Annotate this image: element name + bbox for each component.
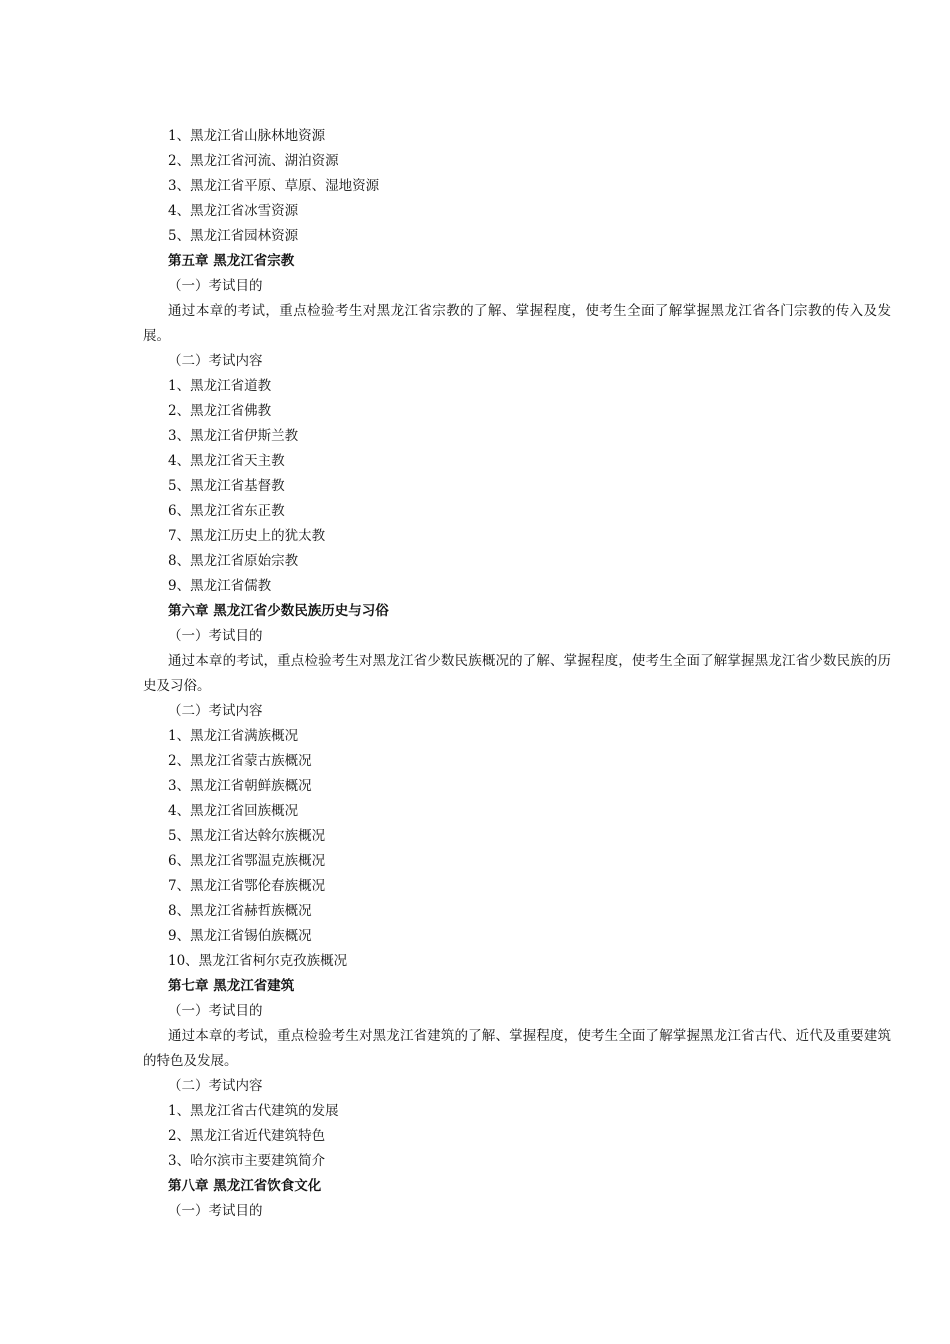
body-paragraph: 通过本章的考试，重点检验考生对黑龙江省建筑的了解、掌握程度，使考生全面了解掌握黑龙江省古代、近代及重要建筑的特色及发展。 (143, 1028, 891, 1069)
list-item: 3、黑龙江省伊斯兰教 (168, 428, 299, 444)
list-item: 3、黑龙江省朝鲜族概况 (168, 778, 312, 794)
list-item: 1、黑龙江省满族概况 (168, 728, 299, 744)
document-page (143, 124, 891, 1224)
list-item: 3、黑龙江省平原、草原、湿地资源 (168, 178, 380, 194)
list-item: 2、黑龙江省蒙古族概况 (168, 753, 312, 769)
list-item: （二）考试内容 (168, 353, 263, 369)
body-paragraph: 通过本章的考试，重点检验考生对黑龙江省宗教的了解、掌握程度，使考生全面了解掌握黑龙江省各门宗教的传入及发展。 (143, 303, 891, 344)
list-item: 5、黑龙江省基督教 (168, 478, 285, 494)
list-item: 2、黑龙江省佛教 (168, 403, 272, 419)
list-item: 5、黑龙江省园林资源 (168, 228, 299, 244)
list-item: 1、黑龙江省山脉林地资源 (168, 128, 326, 144)
list-item: 7、黑龙江省鄂伦春族概况 (168, 878, 326, 894)
list-item: 3、哈尔滨市主要建筑简介 (168, 1153, 326, 1169)
list-item: 9、黑龙江省锡伯族概况 (168, 928, 312, 944)
list-item: 1、黑龙江省道教 (168, 378, 272, 394)
list-item: （一）考试目的 (168, 1003, 263, 1019)
chapter-heading: 第七章 黑龙江省建筑 (168, 978, 295, 994)
list-item: （一）考试目的 (168, 628, 263, 644)
list-item: 4、黑龙江省天主教 (168, 453, 285, 469)
list-item: 8、黑龙江省原始宗教 (168, 553, 299, 569)
list-item: （二）考试内容 (168, 703, 263, 719)
list-item: （二）考试内容 (168, 1078, 263, 1094)
list-item: 4、黑龙江省冰雪资源 (168, 203, 299, 219)
list-item: 4、黑龙江省回族概况 (168, 803, 299, 819)
list-item: 9、黑龙江省儒教 (168, 578, 272, 594)
list-item: 1、黑龙江省古代建筑的发展 (168, 1103, 339, 1119)
list-item: （一）考试目的 (168, 1203, 263, 1219)
chapter-heading: 第六章 黑龙江省少数民族历史与习俗 (168, 603, 389, 619)
list-item: 10、黑龙江省柯尔克孜族概况 (168, 953, 348, 969)
list-item: 2、黑龙江省河流、湖泊资源 (168, 153, 339, 169)
list-item: （一）考试目的 (168, 278, 263, 294)
list-item: 2、黑龙江省近代建筑特色 (168, 1128, 326, 1144)
list-item: 6、黑龙江省东正教 (168, 503, 285, 519)
list-item: 7、黑龙江历史上的犹太教 (168, 528, 326, 544)
chapter-heading: 第八章 黑龙江省饮食文化 (168, 1178, 322, 1194)
body-paragraph: 通过本章的考试，重点检验考生对黑龙江省少数民族概况的了解、掌握程度，使考生全面了解掌握黑龙江省少数民族的历史及习俗。 (143, 653, 891, 694)
list-item: 5、黑龙江省达斡尔族概况 (168, 828, 326, 844)
list-item: 6、黑龙江省鄂温克族概况 (168, 853, 326, 869)
chapter-heading: 第五章 黑龙江省宗教 (168, 253, 295, 269)
list-item: 8、黑龙江省赫哲族概况 (168, 903, 312, 919)
